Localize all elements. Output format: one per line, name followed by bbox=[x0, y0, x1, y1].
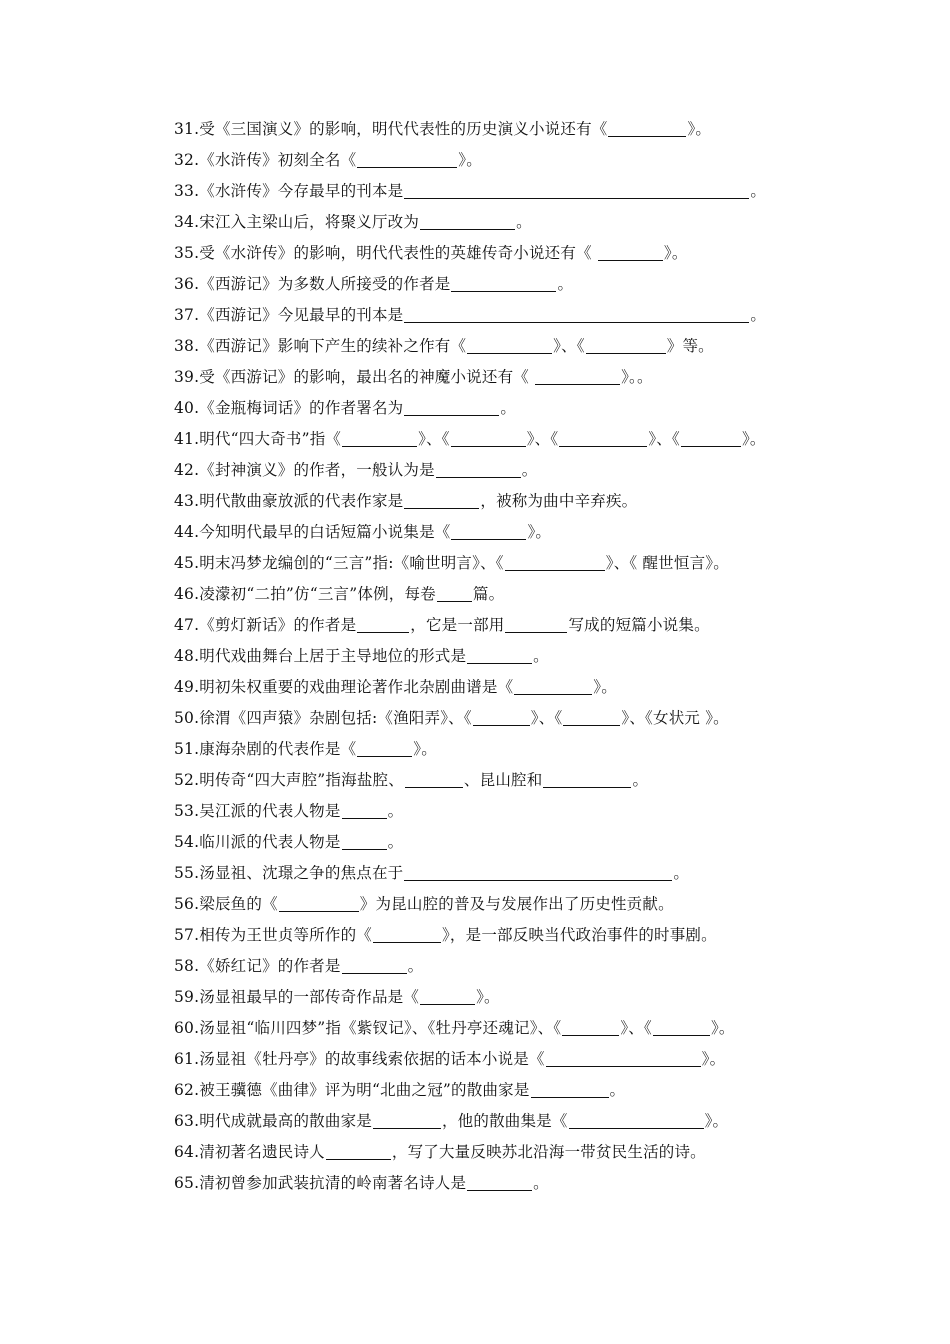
answer-blank[interactable] bbox=[437, 584, 472, 602]
answer-blank[interactable] bbox=[473, 708, 530, 726]
answer-blank[interactable] bbox=[326, 1142, 391, 1160]
question-text: 。 bbox=[609, 1081, 626, 1099]
question-48 bbox=[174, 641, 834, 672]
question-text: 受《西游记》的影响，最出名的神魔小说还有《 bbox=[199, 368, 535, 386]
question-50 bbox=[174, 703, 834, 734]
question-text: 梁辰鱼的《 bbox=[199, 895, 278, 913]
question-text: 》、《 bbox=[648, 430, 680, 448]
question-39 bbox=[174, 362, 834, 393]
question-text: 。 bbox=[387, 833, 404, 851]
answer-blank[interactable] bbox=[562, 1018, 619, 1036]
question-text: 。 bbox=[516, 213, 532, 231]
question-text: 《西游记》今见最早的刊本是 bbox=[199, 306, 404, 324]
question-32 bbox=[174, 145, 834, 176]
question-text: 》。 bbox=[704, 1112, 729, 1130]
question-58 bbox=[174, 951, 834, 982]
question-text: 。 bbox=[407, 957, 424, 975]
question-56 bbox=[174, 889, 834, 920]
answer-blank[interactable] bbox=[546, 1049, 701, 1067]
question-text: 》。 bbox=[710, 1019, 735, 1037]
answer-blank[interactable] bbox=[681, 429, 741, 447]
question-text: 》。 bbox=[413, 740, 437, 758]
question-number: 51. bbox=[174, 740, 200, 758]
question-text: 》、《 bbox=[620, 1019, 652, 1037]
answer-blank[interactable] bbox=[569, 1111, 704, 1129]
question-34 bbox=[174, 207, 834, 238]
question-list bbox=[174, 114, 834, 1199]
question-text: 受《三国演义》的影响，明代代表性的历史演义小说还有《 bbox=[199, 120, 608, 138]
question-text: ，他的散曲集是《 bbox=[441, 1112, 568, 1130]
answer-blank[interactable] bbox=[559, 429, 647, 447]
answer-blank[interactable] bbox=[451, 274, 556, 292]
question-text: 》。。 bbox=[621, 368, 653, 386]
question-text: 明末冯梦龙编创的“三言”指:《喻世明言》、《 bbox=[199, 554, 504, 572]
answer-blank[interactable] bbox=[505, 553, 605, 571]
question-text: 宋江入主梁山后，将聚义厅改为 bbox=[199, 213, 420, 231]
question-text: 。 bbox=[750, 182, 767, 200]
question-text: 清初著名遗民诗人 bbox=[199, 1143, 325, 1161]
question-number: 45. bbox=[174, 554, 200, 572]
question-text: 》、《 bbox=[418, 430, 450, 448]
answer-blank[interactable] bbox=[404, 181, 749, 199]
question-63 bbox=[174, 1106, 834, 1137]
question-text: 。 bbox=[533, 647, 549, 665]
question-number: 64. bbox=[174, 1143, 200, 1161]
question-number: 60. bbox=[174, 1019, 200, 1037]
question-text: 》。 bbox=[458, 151, 482, 169]
question-54 bbox=[174, 827, 834, 858]
question-text: 写成的短篇小说集。 bbox=[568, 616, 710, 634]
question-number: 62. bbox=[174, 1081, 200, 1099]
answer-blank[interactable] bbox=[608, 119, 686, 137]
question-53 bbox=[174, 796, 834, 827]
answer-blank[interactable] bbox=[653, 1018, 710, 1036]
answer-blank[interactable] bbox=[357, 739, 412, 757]
question-text: 临川派的代表人物是 bbox=[199, 833, 341, 851]
question-60 bbox=[174, 1013, 834, 1044]
question-text: 被王骥德《曲律》评为明“北曲之冠”的散曲家是 bbox=[199, 1081, 530, 1099]
question-text: 。 bbox=[557, 275, 574, 293]
question-number: 48. bbox=[174, 647, 200, 665]
question-41 bbox=[174, 424, 834, 455]
question-number: 50. bbox=[174, 709, 200, 727]
question-number: 36. bbox=[174, 275, 200, 293]
answer-blank[interactable] bbox=[420, 987, 475, 1005]
answer-blank[interactable] bbox=[467, 1173, 532, 1191]
question-text: 。 bbox=[500, 399, 517, 417]
question-45 bbox=[174, 548, 834, 579]
question-52 bbox=[174, 765, 834, 796]
answer-blank[interactable] bbox=[586, 336, 666, 354]
question-text: 明传奇“四大声腔”指海盐腔、 bbox=[199, 771, 404, 789]
question-61 bbox=[174, 1044, 834, 1075]
answer-blank[interactable] bbox=[342, 801, 387, 819]
answer-blank[interactable] bbox=[514, 677, 592, 695]
question-text: 相传为王世贞等所作的《 bbox=[199, 926, 372, 944]
question-text: 《水浒传》今存最早的刊本是 bbox=[199, 182, 404, 200]
question-text: 明代戏曲舞台上居于主导地位的形式是 bbox=[199, 647, 467, 665]
question-text: 》、《女状元 》。 bbox=[621, 709, 729, 727]
answer-blank[interactable] bbox=[357, 615, 409, 633]
question-31 bbox=[174, 114, 834, 145]
answer-blank[interactable] bbox=[531, 1080, 609, 1098]
question-text: 汤显祖“临川四梦”指《紫钗记》、《牡丹亭还魂记》、《 bbox=[199, 1019, 562, 1037]
question-text: 。 bbox=[387, 802, 404, 820]
question-text: ，被称为曲中辛弃疾。 bbox=[480, 492, 638, 510]
question-33 bbox=[174, 176, 834, 207]
question-text: 》、《 醒世恒言》。 bbox=[605, 554, 729, 572]
question-text: 今知明代最早的白话短篇小说集是《 bbox=[199, 523, 451, 541]
question-text: 》。 bbox=[527, 523, 552, 541]
question-text: 。 bbox=[673, 864, 690, 882]
answer-blank[interactable] bbox=[404, 305, 749, 323]
question-text: 》、《 bbox=[530, 709, 563, 727]
question-text: 》。 bbox=[663, 244, 688, 262]
question-number: 41. bbox=[174, 430, 200, 448]
answer-blank[interactable] bbox=[451, 522, 526, 540]
answer-blank[interactable] bbox=[342, 429, 417, 447]
question-text: 《娇红记》的作者是 bbox=[199, 957, 341, 975]
question-number: 58. bbox=[174, 957, 200, 975]
question-number: 40. bbox=[174, 399, 200, 417]
question-text: 徐渭《四声猿》杂剧包括:《渔阳弄》、《 bbox=[199, 709, 472, 727]
question-text: 《水浒传》初刻全名《 bbox=[199, 151, 357, 169]
question-text: 。 bbox=[533, 1174, 549, 1192]
question-51 bbox=[174, 734, 834, 765]
question-number: 63. bbox=[174, 1112, 200, 1130]
question-text: 《封神演义》的作者，一般认为是 bbox=[199, 461, 435, 479]
answer-blank[interactable] bbox=[404, 491, 479, 509]
question-number: 54. bbox=[174, 833, 200, 851]
question-text: 明代成就最高的散曲家是 bbox=[199, 1112, 372, 1130]
question-text: 》。 bbox=[701, 1050, 726, 1068]
question-number: 56. bbox=[174, 895, 200, 913]
question-text: 康海杂剧的代表作是《 bbox=[199, 740, 357, 758]
question-37 bbox=[174, 300, 834, 331]
question-number: 42. bbox=[174, 461, 200, 479]
question-43 bbox=[174, 486, 834, 517]
question-59 bbox=[174, 982, 834, 1013]
answer-blank[interactable] bbox=[404, 398, 499, 416]
question-text: 汤显祖、沈璟之争的焦点在于 bbox=[199, 864, 404, 882]
question-text: 篇。 bbox=[472, 585, 505, 603]
question-number: 46. bbox=[174, 585, 200, 603]
question-number: 47. bbox=[174, 616, 200, 634]
question-text: 明代“四大奇书”指《 bbox=[199, 430, 342, 448]
question-number: 32. bbox=[174, 151, 200, 169]
question-64 bbox=[174, 1137, 834, 1168]
question-text: 。 bbox=[632, 771, 649, 789]
question-text: 》。 bbox=[741, 430, 766, 448]
question-text: 《金瓶梅词话》的作者署名为 bbox=[199, 399, 404, 417]
answer-blank[interactable] bbox=[420, 212, 515, 230]
answer-blank[interactable] bbox=[373, 925, 441, 943]
answer-blank[interactable] bbox=[505, 615, 567, 633]
question-text: 受《水浒传》的影响，明代代表性的英雄传奇小说还有《 bbox=[199, 244, 597, 262]
question-text: 明初朱权重要的戏曲理论著作北杂剧曲谱是《 bbox=[199, 678, 514, 696]
question-number: 37. bbox=[174, 306, 200, 324]
answer-blank[interactable] bbox=[598, 243, 663, 261]
question-number: 44. bbox=[174, 523, 200, 541]
question-text: 》，是一部反映当代政治事件的时事剧。 bbox=[441, 926, 717, 944]
question-text: 》、《 bbox=[553, 337, 585, 355]
question-65 bbox=[174, 1168, 834, 1199]
question-text: 》。 bbox=[593, 678, 617, 696]
question-text: 吴江派的代表人物是 bbox=[199, 802, 341, 820]
answer-blank[interactable] bbox=[404, 863, 672, 881]
question-number: 31. bbox=[174, 120, 200, 138]
question-text: 《剪灯新话》的作者是 bbox=[199, 616, 357, 634]
answer-blank[interactable] bbox=[543, 770, 631, 788]
answer-blank[interactable] bbox=[451, 429, 526, 447]
question-35 bbox=[174, 238, 834, 269]
question-46 bbox=[174, 579, 834, 610]
question-number: 52. bbox=[174, 771, 200, 789]
question-49 bbox=[174, 672, 834, 703]
question-text: 《西游记》为多数人所接受的作者是 bbox=[199, 275, 451, 293]
answer-blank[interactable] bbox=[279, 894, 359, 912]
question-text: 凌濛初“二拍”仿“三言”体例，每卷 bbox=[199, 585, 436, 603]
question-text: 。 bbox=[750, 306, 767, 324]
answer-blank[interactable] bbox=[342, 956, 407, 974]
question-number: 57. bbox=[174, 926, 200, 944]
question-number: 35. bbox=[174, 244, 200, 262]
answer-blank[interactable] bbox=[357, 150, 457, 168]
question-number: 38. bbox=[174, 337, 200, 355]
answer-blank[interactable] bbox=[467, 646, 532, 664]
answer-blank[interactable] bbox=[436, 460, 521, 478]
answer-blank[interactable] bbox=[563, 708, 620, 726]
question-text: 》为昆山腔的普及与发展作出了历史性贡献。 bbox=[359, 895, 674, 913]
question-number: 59. bbox=[174, 988, 200, 1006]
question-text: 《西游记》影响下产生的续补之作有《 bbox=[199, 337, 467, 355]
question-number: 33. bbox=[174, 182, 200, 200]
question-text: 、昆山腔和 bbox=[463, 771, 543, 789]
question-44 bbox=[174, 517, 834, 548]
question-62 bbox=[174, 1075, 834, 1106]
question-text: 。 bbox=[521, 461, 538, 479]
question-47 bbox=[174, 610, 834, 641]
question-number: 43. bbox=[174, 492, 200, 510]
question-text: 汤显祖最早的一部传奇作品是《 bbox=[199, 988, 420, 1006]
answer-blank[interactable] bbox=[467, 336, 552, 354]
question-number: 49. bbox=[174, 678, 200, 696]
question-text: ，它是一部用 bbox=[410, 616, 505, 634]
question-text: 》。 bbox=[476, 988, 500, 1006]
question-38 bbox=[174, 331, 834, 362]
question-number: 61. bbox=[174, 1050, 200, 1068]
question-number: 53. bbox=[174, 802, 200, 820]
answer-blank[interactable] bbox=[535, 367, 620, 385]
question-text: 明代散曲豪放派的代表作家是 bbox=[199, 492, 404, 510]
question-number: 65. bbox=[174, 1174, 200, 1192]
question-57 bbox=[174, 920, 834, 951]
answer-blank[interactable] bbox=[373, 1111, 441, 1129]
answer-blank[interactable] bbox=[342, 832, 387, 850]
question-number: 39. bbox=[174, 368, 200, 386]
question-text: ，写了大量反映苏北沿海一带贫民生活的诗。 bbox=[391, 1143, 706, 1161]
answer-blank[interactable] bbox=[405, 770, 463, 788]
question-text: 》、《 bbox=[526, 430, 559, 448]
question-number: 55. bbox=[174, 864, 200, 882]
question-text: 》等。 bbox=[666, 337, 714, 355]
question-55 bbox=[174, 858, 834, 889]
question-42 bbox=[174, 455, 834, 486]
question-text: 清初曾参加武装抗清的岭南著名诗人是 bbox=[199, 1174, 467, 1192]
question-40 bbox=[174, 393, 834, 424]
question-text: 》。 bbox=[687, 120, 712, 138]
question-text: 汤显祖《牡丹亭》的故事线索依据的话本小说是《 bbox=[199, 1050, 545, 1068]
question-36 bbox=[174, 269, 834, 300]
question-number: 34. bbox=[174, 213, 200, 231]
